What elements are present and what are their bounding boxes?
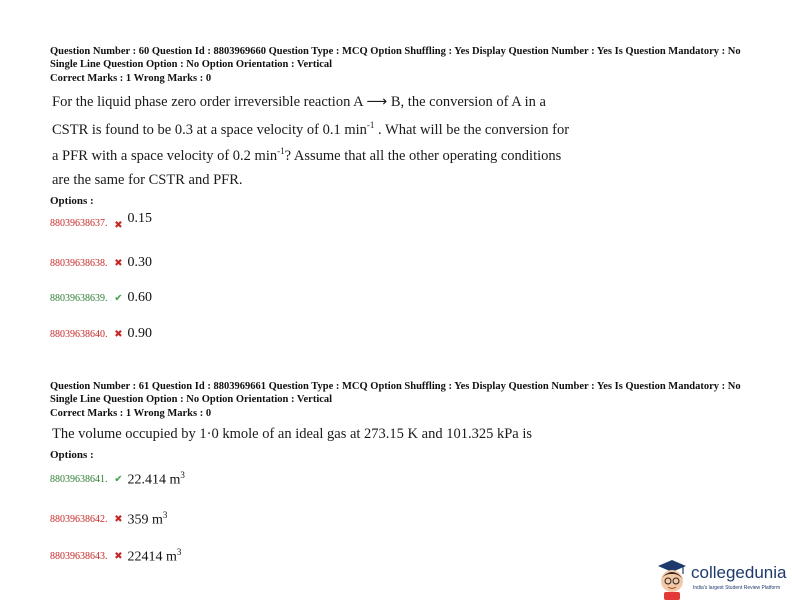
correct-check-icon: ✔ bbox=[114, 473, 123, 485]
question-text-line-2: CSTR is found to be 0.3 at a space velocity of 0.1 $\min^{-1}$ . What will be the conversion for bbox=[52, 120, 570, 138]
collegedunia-logo bbox=[655, 555, 790, 605]
option-row bbox=[50, 290, 152, 306]
option-id: 88039638643. bbox=[50, 550, 108, 562]
logo-wordmark: collegedunia bbox=[691, 563, 787, 582]
wrong-mark-icon: ✖ bbox=[114, 220, 123, 231]
option-text: 0.90 bbox=[127, 326, 152, 341]
option-row bbox=[50, 547, 181, 566]
wrong-mark-icon: ✖ bbox=[114, 513, 123, 525]
wrong-mark-icon: ✖ bbox=[114, 257, 123, 269]
wrong-mark-icon: ✖ bbox=[114, 550, 123, 562]
option-text: 359 $m^3$ bbox=[127, 510, 168, 528]
question-header: Question Number : 61 Question Id : 8803969661 Question Type : MCQ Option Shuffling : Yes Display Question Number : Yes Is Question Mandatory : No Single Line Question Option : No Option Orientation : Vertical bbox=[50, 381, 741, 405]
question-61 bbox=[50, 381, 750, 420]
logo-tagline: India's largest Student Review Platform bbox=[693, 585, 781, 591]
options-label: Options : bbox=[50, 449, 94, 461]
question-text-line-1: For the liquid phase zero order irreversible reaction A ⟶ B, the conversion of A in a bbox=[52, 94, 546, 110]
option-text: 0.60 bbox=[127, 290, 152, 305]
options-label: Options : bbox=[50, 195, 94, 207]
option-text: 0.15 bbox=[127, 210, 152, 226]
option-id: 88039638640. bbox=[50, 328, 108, 340]
option-text: 22.414 $m^3$ bbox=[127, 470, 185, 488]
reaction-arrow-icon: ⟶ bbox=[366, 94, 388, 110]
marks-line: Correct Marks : 1 Wrong Marks : 0 bbox=[50, 73, 212, 84]
wrong-mark-icon: ✖ bbox=[114, 328, 123, 340]
question-60 bbox=[50, 46, 750, 85]
option-text: 0.30 bbox=[127, 255, 152, 270]
question-text-line-4: are the same for CSTR and PFR. bbox=[52, 172, 243, 188]
option-id: 88039638638. bbox=[50, 257, 108, 269]
option-row bbox=[50, 210, 152, 231]
question-text: The volume occupied by 1·0 kmole of an ideal gas at 273.15 K and 101.325 kPa is bbox=[52, 426, 533, 442]
option-text: 22414 $m^3$ bbox=[127, 547, 182, 565]
correct-check-icon: ✔ bbox=[114, 292, 123, 304]
question-text-line-3: a PFR with a space velocity of 0.2 $\min^{-1}$? Assume that all the other operating conditions bbox=[52, 146, 562, 164]
option-row bbox=[50, 510, 167, 529]
option-id: 88039638641. bbox=[50, 473, 108, 485]
option-row bbox=[50, 326, 152, 342]
option-row bbox=[50, 470, 185, 489]
option-row bbox=[50, 255, 152, 271]
option-id: 88039638642. bbox=[50, 513, 108, 525]
option-id: 88039638639. bbox=[50, 292, 108, 304]
question-header: Question Number : 60 Question Id : 8803969660 Question Type : MCQ Option Shuffling : Yes Display Question Number : Yes Is Question Mandatory : No Single Line Question Option : No Option Orientation : Vertical bbox=[50, 46, 741, 70]
marks-line: Correct Marks : 1 Wrong Marks : 0 bbox=[50, 408, 212, 419]
option-id: 88039638637. bbox=[50, 218, 108, 229]
mascot-icon bbox=[655, 557, 689, 601]
